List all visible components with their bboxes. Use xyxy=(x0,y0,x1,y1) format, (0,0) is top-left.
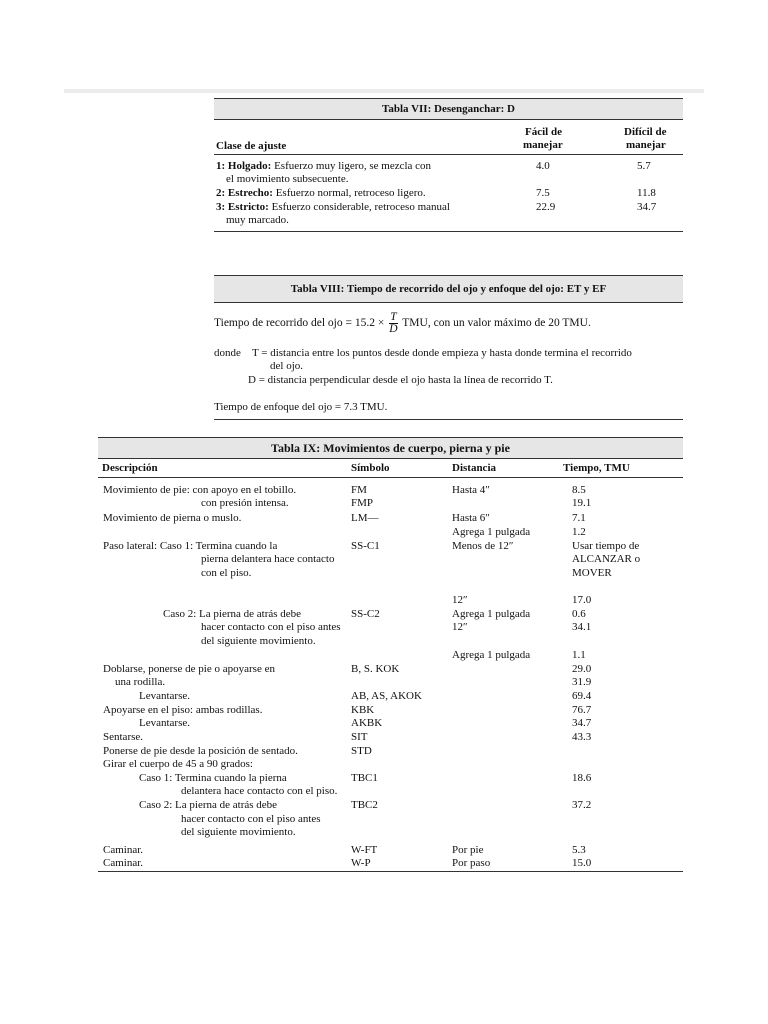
col-descripcion: Descripción xyxy=(102,462,158,474)
simbolo-cell: SS-C1 xyxy=(351,540,380,552)
simbolo-cell: W-FT xyxy=(351,844,378,856)
donde-label: donde xyxy=(214,347,241,359)
descripcion-line: con el piso. xyxy=(201,567,252,579)
page-top-divider xyxy=(64,89,704,93)
descripcion-line: del siguiente movimiento. xyxy=(201,635,316,647)
enfoque-text: Tiempo de enfoque del ojo = 7.3 TMU. xyxy=(214,401,388,413)
tiempo-cell: MOVER xyxy=(572,567,612,579)
tabla-vii-facil: 22.9 xyxy=(536,201,556,213)
tiempo-cell: 34.1 xyxy=(572,621,592,633)
tabla-viii-title: Tabla VIII: Tiempo de recorrido del ojo y enfoque del ojo: ET y EF xyxy=(214,275,683,303)
row-label: 2: Estrecho: xyxy=(216,187,273,199)
tiempo-cell: 37.2 xyxy=(572,799,592,811)
distancia-cell: Agrega 1 pulgada xyxy=(452,649,531,661)
col-dificil-1: Difícil de xyxy=(624,126,667,138)
tiempo-cell: Usar tiempo de xyxy=(572,540,640,552)
row-text: Esfuerzo considerable, retroceso manual xyxy=(268,201,450,213)
descripcion-line: Movimiento de pierna o muslo. xyxy=(103,512,242,524)
descripcion-line: Apoyarse en el piso: ambas rodillas. xyxy=(103,704,263,716)
col-simbolo: Símbolo xyxy=(351,462,390,474)
tabla-viii xyxy=(214,275,683,421)
descripcion-line: Sentarse. xyxy=(103,731,144,743)
t-definition: T = distancia entre los puntos desde donde empieza y hasta donde termina el recorrido xyxy=(252,347,632,359)
tabla-vii-row-cont: el movimiento subsecuente. xyxy=(226,173,349,185)
simbolo-cell: TBC1 xyxy=(351,772,378,784)
tabla-ix-bottom-rule xyxy=(98,871,683,872)
distancia-cell: Hasta 4″ xyxy=(452,484,490,496)
descripcion-line: Caminar. xyxy=(103,857,144,869)
distancia-cell: Hasta 6″ xyxy=(452,512,490,524)
row-label: 1: Holgado: xyxy=(216,160,272,172)
simbolo-cell: TBC2 xyxy=(351,799,378,811)
tiempo-cell: 69.4 xyxy=(572,690,592,702)
tiempo-cell: 5.3 xyxy=(572,844,586,856)
tiempo-cell: 31.9 xyxy=(572,676,592,688)
tiempo-cell: 18.6 xyxy=(572,772,592,784)
tabla-vii xyxy=(214,98,683,233)
simbolo-cell: SIT xyxy=(351,731,368,743)
frac-den: D xyxy=(389,323,398,335)
distancia-cell: 12″ xyxy=(452,621,468,633)
distancia-cell: Por paso xyxy=(452,857,491,869)
row-text: Esfuerzo muy ligero, se mezcla con xyxy=(271,160,432,172)
simbolo-cell: AKBK xyxy=(351,717,383,729)
tabla-vii-header-rule xyxy=(214,154,683,155)
tabla-vii-title: Tabla VII: Desenganchar: D xyxy=(214,98,683,120)
t-definition-cont: del ojo. xyxy=(270,360,303,372)
col-clase-ajuste: Clase de ajuste xyxy=(216,140,287,152)
distancia-cell: Menos de 12″ xyxy=(452,540,514,552)
tiempo-cell: 1.1 xyxy=(572,649,586,661)
simbolo-cell: LM— xyxy=(351,512,379,524)
tiempo-cell: 76.7 xyxy=(572,704,592,716)
tabla-ix xyxy=(98,437,683,873)
tiempo-cell: 34.7 xyxy=(572,717,592,729)
col-facil-1: Fácil de xyxy=(525,126,562,138)
descripcion-line: Ponerse de pie desde la posición de sentado. xyxy=(103,745,298,757)
simbolo-cell: KBK xyxy=(351,704,375,716)
descripcion-line: Caso 2: La pierna de atrás debe xyxy=(139,799,278,811)
descripcion-line: una rodilla. xyxy=(115,676,166,688)
descripcion-line: con presión intensa. xyxy=(201,497,289,509)
tiempo-cell: 8.5 xyxy=(572,484,586,496)
tiempo-cell: 0.6 xyxy=(572,608,586,620)
descripcion-line: Caso 1: Termina cuando la pierna xyxy=(139,772,287,784)
formula-recorrido xyxy=(214,312,591,335)
simbolo-cell: FM xyxy=(351,484,367,496)
descripcion-line: Doblarse, ponerse de pie o apoyarse en xyxy=(103,663,275,675)
col-distancia: Distancia xyxy=(452,462,496,474)
tabla-viii-bottom-rule xyxy=(214,419,683,420)
tabla-ix-title: Tabla IX: Movimientos de cuerpo, pierna y pie xyxy=(98,437,683,459)
tiempo-cell: 1.2 xyxy=(572,526,586,538)
distancia-cell: 12″ xyxy=(452,594,468,606)
descripcion-line: hacer contacto con el piso antes xyxy=(201,621,341,633)
frac-num: T xyxy=(390,311,397,323)
descripcion-line: Levantarse. xyxy=(139,717,190,729)
distancia-cell: Agrega 1 pulgada xyxy=(452,526,531,538)
formula-fraction xyxy=(389,312,397,335)
row-text: Esfuerzo normal, retroceso ligero. xyxy=(272,187,426,199)
tabla-vii-row xyxy=(216,160,431,173)
distancia-cell: Agrega 1 pulgada xyxy=(452,608,531,620)
simbolo-cell: B, S. KOK xyxy=(351,663,400,675)
tabla-vii-dificil: 11.8 xyxy=(637,187,656,199)
descripcion-line: Caminar. xyxy=(103,844,144,856)
descripcion-line: Movimiento de pie: con apoyo en el tobillo. xyxy=(103,484,297,496)
tiempo-cell: 7.1 xyxy=(572,512,586,524)
tabla-ix-header-rule xyxy=(98,477,683,478)
distancia-cell: Por pie xyxy=(452,844,484,856)
descripcion-line: Paso lateral: Caso 1: Termina cuando la xyxy=(103,540,278,552)
col-dificil-2: manejar xyxy=(626,139,666,151)
tabla-vii-row xyxy=(216,201,450,214)
col-facil-2: manejar xyxy=(523,139,563,151)
tabla-vii-facil: 4.0 xyxy=(536,160,550,172)
simbolo-cell: W-P xyxy=(351,857,371,869)
row-label: 3: Estricto: xyxy=(216,201,269,213)
simbolo-cell: FMP xyxy=(351,497,374,509)
tabla-vii-bottom-rule xyxy=(214,231,683,232)
tiempo-cell: 43.3 xyxy=(572,731,592,743)
tabla-vii-dificil: 5.7 xyxy=(637,160,651,172)
tiempo-cell: 29.0 xyxy=(572,663,592,675)
col-tiempo: Tiempo, TMU xyxy=(563,462,630,474)
descripcion-line: pierna delantera hace contacto xyxy=(201,553,335,565)
tabla-vii-row xyxy=(216,187,426,200)
descripcion-line: hacer contacto con el piso antes xyxy=(181,813,321,825)
formula-pre: Tiempo de recorrido del ojo = 15.2 × xyxy=(214,317,385,330)
descripcion-line: Levantarse. xyxy=(139,690,190,702)
descripcion-line: delantera hace contacto con el piso. xyxy=(181,785,338,797)
descripcion-line: del siguiente movimiento. xyxy=(181,826,296,838)
tabla-vii-row-cont: muy marcado. xyxy=(226,214,289,226)
simbolo-cell: AB, AS, AKOK xyxy=(351,690,422,702)
tabla-vii-dificil: 34.7 xyxy=(637,201,657,213)
tiempo-cell: ALCANZAR o xyxy=(572,553,641,565)
tabla-vii-facil: 7.5 xyxy=(536,187,550,199)
formula-post: TMU, con un valor máximo de 20 TMU. xyxy=(402,317,591,330)
simbolo-cell: SS-C2 xyxy=(351,608,380,620)
simbolo-cell: STD xyxy=(351,745,372,757)
d-definition: D = distancia perpendicular desde el ojo hasta la línea de recorrido T. xyxy=(248,374,553,386)
tiempo-cell: 17.0 xyxy=(572,594,592,606)
descripcion-line: Caso 2: La pierna de atrás debe xyxy=(163,608,302,620)
tiempo-cell: 15.0 xyxy=(572,857,592,869)
descripcion-line: Girar el cuerpo de 45 a 90 grados: xyxy=(103,758,253,770)
tiempo-cell: 19.1 xyxy=(572,497,592,509)
